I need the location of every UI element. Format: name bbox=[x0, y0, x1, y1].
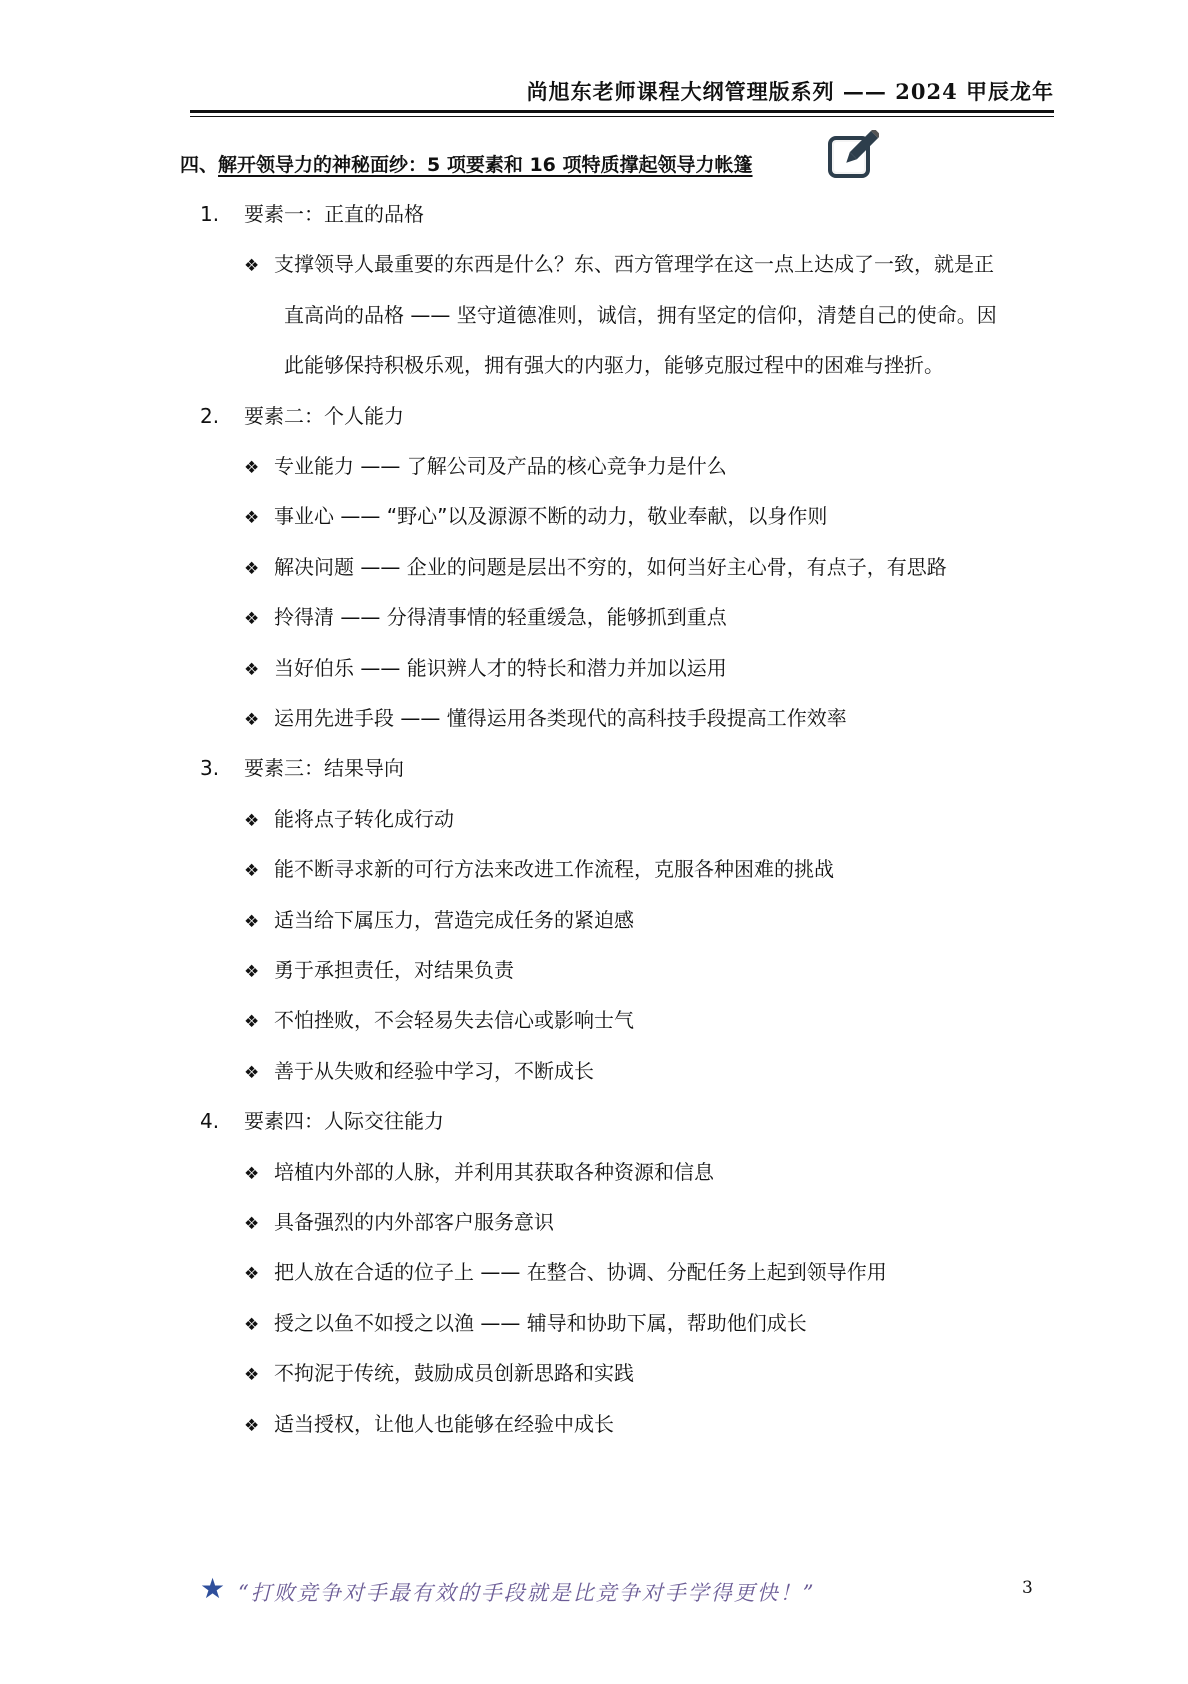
bullet-text: 解决问题 —— 企业的问题是层出不穷的，如何当好主心骨，有点子，有思路 bbox=[274, 554, 947, 579]
bullet-item bbox=[244, 956, 514, 986]
bullet-item bbox=[244, 805, 454, 835]
bullet-text: 勇于承担责任，对结果负责 bbox=[274, 958, 514, 982]
diamond-bullet-icon: ❖ bbox=[244, 1365, 260, 1386]
item-number: 2. bbox=[200, 403, 220, 428]
section-title: 解开领导力的神秘面纱：5 项要素和 16 项特质撑起领导力帐篷 bbox=[218, 154, 753, 176]
bullet-item bbox=[244, 1309, 807, 1339]
header-rule-thick bbox=[190, 110, 1054, 113]
diamond-bullet-icon: ❖ bbox=[244, 1163, 260, 1184]
diamond-bullet-icon: ❖ bbox=[244, 508, 260, 529]
diamond-bullet-icon: ❖ bbox=[244, 710, 260, 730]
outline-item bbox=[200, 200, 424, 228]
item-number: 1. bbox=[200, 202, 220, 226]
bullet-text: 不拘泥于传统，鼓励成员创新思路和实践 bbox=[274, 1361, 634, 1386]
item-label: 要素三：结果导向 bbox=[244, 756, 404, 781]
diamond-bullet-icon: ❖ bbox=[244, 458, 260, 478]
bullet-text: 能不断寻求新的可行方法来改进工作流程，克服各种困难的挑战 bbox=[274, 857, 834, 882]
bullet-text: 具备强烈的内外部客户服务意识 bbox=[274, 1210, 554, 1234]
diamond-bullet-icon: ❖ bbox=[244, 1314, 260, 1335]
section-heading bbox=[180, 150, 753, 177]
bullet-text: 直高尚的品格 —— 坚守道德准则，诚信，拥有坚定的信仰，清楚自己的使命。因 bbox=[284, 302, 997, 327]
bullet-item bbox=[244, 1158, 714, 1188]
bullet-text: 不怕挫败，不会轻易失去信心或影响士气 bbox=[274, 1008, 634, 1033]
running-header: 尚旭东老师课程大纲管理版系列 —— 2024 甲辰龙年 bbox=[526, 79, 1054, 104]
bullet-text: 善于从失败和经验中学习，不断成长 bbox=[274, 1058, 594, 1083]
bullet-item bbox=[244, 250, 994, 280]
bullet-text: 适当授权，让他人也能够在经验中成长 bbox=[274, 1411, 614, 1436]
bullet-item bbox=[244, 1208, 554, 1238]
page-number: 3 bbox=[1022, 1578, 1033, 1598]
outline-item bbox=[200, 754, 404, 782]
bullet-text: 事业心 —— “野心”以及源源不断的动力，敬业奉献，以身作则 bbox=[274, 504, 828, 529]
bullet-text: 运用先进手段 —— 懂得运用各类现代的高科技手段提高工作效率 bbox=[274, 706, 847, 730]
bullet-item bbox=[244, 452, 727, 482]
bullet-continuation bbox=[284, 301, 997, 329]
bullet-item bbox=[244, 906, 634, 936]
bullet-text: 支撑领导人最重要的东西是什么？东、西方管理学在这一点上达成了一致，就是正 bbox=[274, 252, 994, 277]
bullet-text: 授之以鱼不如授之以渔 —— 辅导和协助下属，帮助他们成长 bbox=[274, 1310, 807, 1335]
bullet-item bbox=[244, 1006, 634, 1036]
bullet-text: 此能够保持积极乐观，拥有强大的内驱力，能够克服过程中的困难与挫折。 bbox=[284, 353, 944, 378]
bullet-item bbox=[244, 502, 827, 532]
diamond-bullet-icon: ❖ bbox=[244, 1264, 260, 1285]
diamond-bullet-icon: ❖ bbox=[244, 558, 260, 579]
bullet-item bbox=[244, 1057, 594, 1087]
diamond-bullet-icon: ❖ bbox=[244, 659, 260, 680]
footer-quote: “打败竞争对手最有效的手段就是比竞争对手学得更快！” bbox=[238, 1581, 816, 1605]
item-number: 3. bbox=[200, 756, 220, 781]
bullet-text: 专业能力 —— 了解公司及产品的核心竞争力是什么 bbox=[274, 454, 727, 478]
bullet-item bbox=[244, 1359, 634, 1389]
diamond-bullet-icon: ❖ bbox=[244, 1415, 260, 1436]
diamond-bullet-icon: ❖ bbox=[244, 1062, 260, 1083]
bullet-text: 适当给下属压力，营造完成任务的紧迫感 bbox=[274, 907, 634, 932]
star-icon: ★ bbox=[200, 1572, 226, 1605]
edit-icon bbox=[825, 130, 879, 182]
section-number: 四、 bbox=[180, 154, 219, 176]
diamond-bullet-icon: ❖ bbox=[244, 911, 260, 932]
bullet-continuation bbox=[284, 351, 944, 379]
bullet-item bbox=[244, 603, 727, 633]
diamond-bullet-icon: ❖ bbox=[244, 962, 260, 982]
item-label: 要素一：正直的品格 bbox=[244, 202, 424, 226]
header-rule-thin bbox=[190, 116, 1054, 117]
bullet-text: 能将点子转化成行动 bbox=[274, 806, 454, 831]
item-number: 4. bbox=[200, 1109, 220, 1134]
diamond-bullet-icon: ❖ bbox=[244, 810, 260, 831]
bullet-item bbox=[244, 1258, 887, 1288]
bullet-item bbox=[244, 855, 834, 885]
bullet-text: 当好伯乐 —— 能识辨人才的特长和潜力并加以运用 bbox=[274, 655, 727, 680]
diamond-bullet-icon: ❖ bbox=[244, 861, 260, 882]
bullet-item bbox=[244, 704, 847, 734]
bullet-item bbox=[244, 654, 727, 684]
item-label: 要素二：个人能力 bbox=[244, 403, 404, 428]
bullet-text: 把人放在合适的位子上 —— 在整合、协调、分配任务上起到领导作用 bbox=[274, 1260, 887, 1285]
outline-item bbox=[200, 1107, 444, 1135]
diamond-bullet-icon: ❖ bbox=[244, 609, 260, 630]
diamond-bullet-icon: ❖ bbox=[244, 256, 260, 277]
bullet-text: 培植内外部的人脉，并利用其获取各种资源和信息 bbox=[274, 1159, 714, 1184]
diamond-bullet-icon: ❖ bbox=[244, 1214, 260, 1234]
diamond-bullet-icon: ❖ bbox=[244, 1012, 260, 1033]
outline-item bbox=[200, 402, 404, 430]
bullet-item bbox=[244, 553, 947, 583]
bullet-text: 拎得清 —— 分得清事情的轻重缓急，能够抓到重点 bbox=[274, 605, 727, 630]
item-label: 要素四：人际交往能力 bbox=[244, 1109, 444, 1134]
bullet-item bbox=[244, 1410, 614, 1440]
